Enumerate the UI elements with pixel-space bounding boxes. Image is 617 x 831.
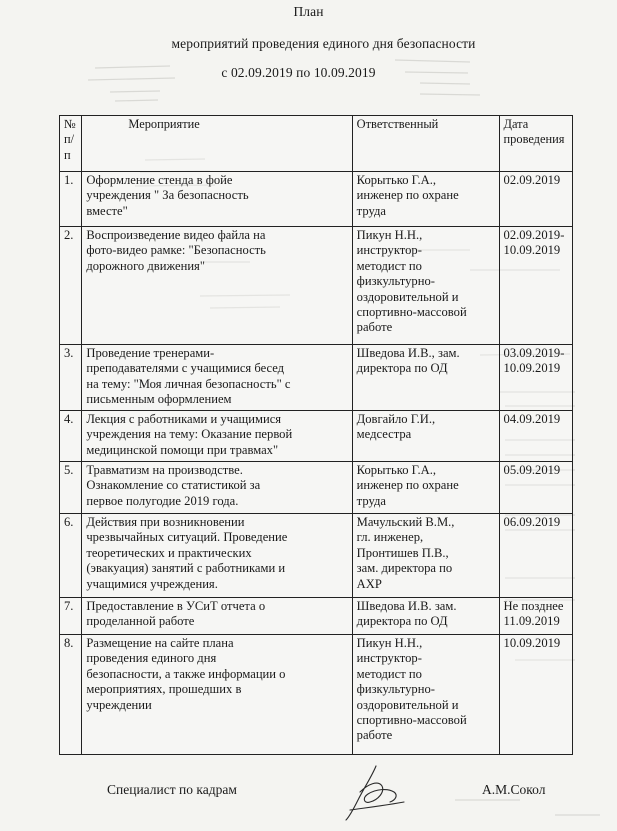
row-responsible: Корытько Г.А., инженер по охране труда [352, 462, 499, 514]
plan-table [59, 115, 573, 755]
row-responsible: Довгайло Г.И., медсестра [352, 411, 499, 462]
row-event: Травматизм на производстве. Ознакомление со статистикой за первое полугодие 2019 года. [82, 462, 352, 514]
table-row [60, 227, 573, 345]
table-row [60, 462, 573, 514]
table-header-row [60, 116, 573, 172]
table-row [60, 635, 573, 755]
header-responsible: Ответственный [352, 116, 499, 172]
signatory-name: А.М.Сокол [482, 782, 546, 797]
document-period: с 02.09.2019 по 10.09.2019 [221, 65, 376, 80]
handwritten-signature [342, 762, 412, 824]
row-date: 10.09.2019 [499, 635, 572, 755]
row-event: Оформление стенда в фойе учреждения " За безопасность вместе" [82, 172, 352, 227]
row-event: Предоставление в УСиТ отчета о проделанной работе [82, 598, 352, 635]
row-num: 8. [60, 635, 82, 755]
row-num: 3. [60, 345, 82, 411]
header-num: № п/ п [60, 116, 82, 172]
row-responsible: Пикун Н.Н., инструктор- методист по физкультурно- оздоровительной и спортивно-массовой работе [352, 635, 499, 755]
header-date: Дата проведения [499, 116, 572, 172]
row-responsible: Шведова И.В., зам. директора по ОД [352, 345, 499, 411]
table-row [60, 345, 573, 411]
document-title: План [293, 4, 324, 19]
row-event: Лекция с работниками и учащимися учреждения на тему: Оказание первой медицинской помощи при травмах" [82, 411, 352, 462]
row-responsible: Корытько Г.А., инженер по охране труда [352, 172, 499, 227]
row-date: Не позднее 11.09.2019 [499, 598, 572, 635]
table-row [60, 172, 573, 227]
row-date: 05.09.2019 [499, 462, 572, 514]
header-event: Мероприятие [82, 116, 352, 172]
signatory-position: Специалист по кадрам [107, 782, 237, 797]
row-date: 04.09.2019 [499, 411, 572, 462]
row-date: 06.09.2019 [499, 514, 572, 598]
row-num: 6. [60, 514, 82, 598]
row-num: 1. [60, 172, 82, 227]
row-num: 4. [60, 411, 82, 462]
row-event: Размещение на сайте плана проведения единого дня безопасности, а также информации о мероприятиях, прошедших в учреждении [82, 635, 352, 755]
row-date: 02.09.2019- 10.09.2019 [499, 227, 572, 345]
row-num: 2. [60, 227, 82, 345]
document-subtitle: мероприятий проведения единого дня безопасности [171, 36, 476, 51]
row-event: Проведение тренерами- преподавателями с учащимися бесед на тему: "Моя личная безопасность" с письменным оформлением [82, 345, 352, 411]
table-row [60, 514, 573, 598]
row-event: Действия при возникновении чрезвычайных ситуаций. Проведение теоретических и практических (эвакуация) занятий с работниками и учащимися учреждения. [82, 514, 352, 598]
row-num: 5. [60, 462, 82, 514]
table-row [60, 411, 573, 462]
row-event: Воспроизведение видео файла на фото-видео рамке: "Безопасность дорожного движения" [82, 227, 352, 345]
row-responsible: Пикун Н.Н., инструктор- методист по физкультурно- оздоровительной и спортивно-массовой работе [352, 227, 499, 345]
row-responsible: Шведова И.В. зам. директора по ОД [352, 598, 499, 635]
row-num: 7. [60, 598, 82, 635]
row-date: 03.09.2019- 10.09.2019 [499, 345, 572, 411]
row-date: 02.09.2019 [499, 172, 572, 227]
table-row [60, 598, 573, 635]
row-responsible: Мачульский В.М., гл. инженер, Пронтишев П.В., зам. директора по АХР [352, 514, 499, 598]
